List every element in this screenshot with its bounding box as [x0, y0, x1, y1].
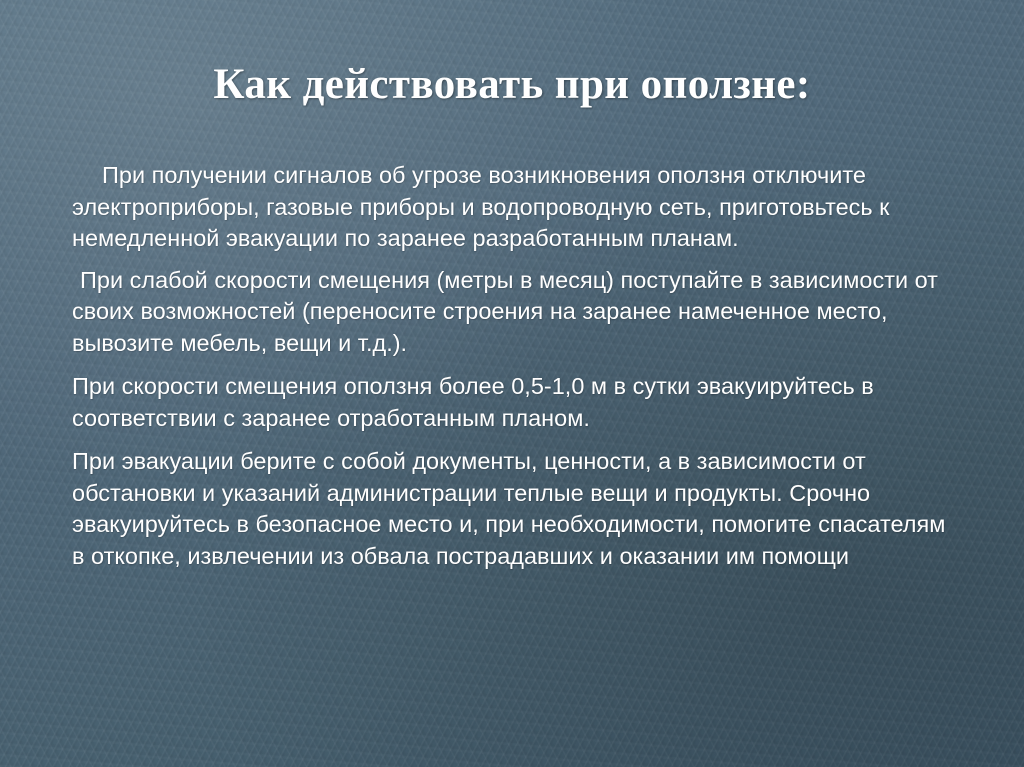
- body-paragraph-4: При эвакуации берите с собой документы, ценности, а в зависимости от обстановки и указаний администрации теплые вещи и продукты. Срочно эвакуируйтесь в безопасное место и, при необходимости, помогите спасателям в откопке, извлечении из обвала пострадавших и оказании им помощи: [72, 448, 952, 569]
- body-paragraph-2: При слабой скорости смещения (метры в месяц) поступайте в зависимости от своих возможностей (переносите строения на заранее намеченное место, вывозите мебель, вещи и т.д.).: [72, 266, 945, 356]
- page-title: Как действовать при оползне:: [213, 61, 811, 108]
- body-paragraph-1: При получении сигналов об угрозе возникновения оползня отключите электроприборы, газовые приборы и водопроводную сеть, приготовьтесь к немедленной эвакуации по заранее разработанным планам.: [72, 162, 896, 251]
- slide-body: [72, 160, 964, 582]
- body-paragraph-3: При скорости смещения оползня более 0,5-1,0 м в сутки эвакуируйтесь в соответствии с заранее отработанным планом.: [72, 373, 881, 431]
